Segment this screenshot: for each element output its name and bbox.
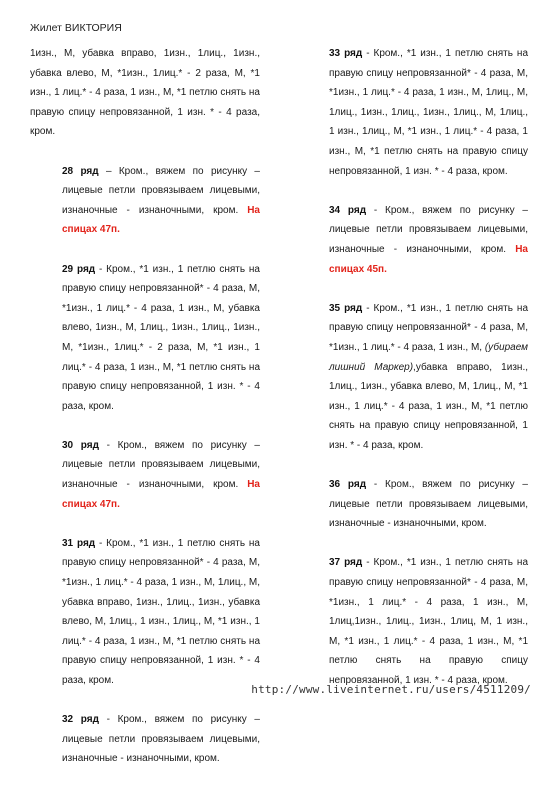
row-number: 37 ряд [329,557,363,569]
row-text: - Кром., *1 изн., 1 петлю снять на правую спицу непровязанной* - 4 раза, М, *1изн., 1 лиц.* - 4 раза, 1 изн., М, [329,302,529,353]
row-text: - Кром., *1 изн., 1 петлю снять на правую спицу непровязанной* - 4 раза, М, *1изн., 1 лиц.* - 4 раза, 1 изн., М, убавка влево, 1изн., М, 1лиц., 1изн., 1лиц., 1изн., М, *1изн., 1лиц.* - 2 раза, М, *1 изн., 1 лиц.* - 4 раза, 1 изн., М, *1 петлю снять на правую спицу непровязанной, 1 изн. * - 4 раза, кром. [62,263,260,412]
row-30 [30,436,260,514]
row-number: 32 ряд [62,714,99,726]
row-number: 33 ряд [329,48,363,59]
row-number: 36 ряд [329,479,367,491]
document-title: Жилет ВИКТОРИЯ [30,22,122,34]
stitch-count: На спицах 47п. [62,204,260,236]
row-36 [297,475,528,534]
row-text: - Кром., вяжем по рисунку – лицевые петли провязываем лицевыми, изнаночные - изнаночными, кром. [329,479,528,530]
row-31 [30,534,260,691]
row-34 [297,201,528,279]
row-37 [297,553,528,690]
right-column [297,44,528,710]
row-number: 31 ряд [62,537,96,549]
row-35 [297,299,528,456]
row-number: 34 ряд [329,204,367,216]
row-text: - Кром., вяжем по рисунку – лицевые петли провязываем лицевыми, изнаночные - изнаночными, кром. [329,204,528,255]
row-28 [30,162,260,240]
stitch-count: На спицах 45п. [329,243,528,275]
row-text: - Кром., *1 изн., 1 петлю снять на правую спицу непровязанной* - 4 раза, М, *1изн., 1 лиц.* - 4 раза, 1 изн., М, 1лиц,1изн., 1лиц., 1изн., 1лиц, М, 1 изн., М, *1 изн., 1 лиц.* - 4 раза, 1 изн., М, *1 петлю снять на правую спицу непровязанной, 1 изн. * - 4 раза, кром. [329,557,529,686]
row-number: 29 ряд [62,263,96,275]
paragraph-text: 1изн., М, убавка вправо, 1изн., 1лиц., 1изн., убавка влево, М, *1изн., 1лиц.* - 2 раза, М, *1 изн., 1 лиц.* - 4 раза, 1 изн., М, *1 петлю снять на правую спицу непровязанной, 1 изн. * - 4 раза, кром. [30,48,260,138]
paragraph-continuation [30,44,260,142]
row-note: (убираем лишний Маркер) [329,341,529,373]
row-text: - Кром., *1 изн., 1 петлю снять на правую спицу непровязанной* - 4 раза, М, *1изн., 1 лиц.* - 4 раза, 1 изн., М, 1лиц., М, 1лиц., 1изн., 1лиц., 1изн., 1лиц., М, 1лиц., 1 изн., 1лиц., М, *1 изн., 1 лиц.* - 4 раза, 1 изн., М, *1 петлю снять на правую спицу непровязанной, 1 изн. * - 4 раза, кром. [329,48,529,177]
source-url: http://www.liveinternet.ru/users/4511209/ [251,683,531,696]
left-column [30,44,260,789]
row-text: – Кром., вяжем по рисунку – лицевые петли провязываем лицевыми, изнаночные - изнаночными, кром. [62,165,260,216]
row-text: - Кром., *1 изн., 1 петлю снять на правую спицу непровязанной* - 4 раза, М, *1изн., 1 лиц.* - 4 раза, 1 изн., М, 1лиц., М, убавка вправо, 1изн., 1лиц., 1изн., убавка влево, М, 1лиц., 1 изн., 1лиц., М, *1 изн., 1 лиц.* - 4 раза, 1 изн., М, *1 петлю снять на правую спицу непровязанной, 1 изн. * - 4 раза, кром. [62,537,260,686]
row-32 [30,710,260,769]
row-33 [297,44,528,181]
row-number: 35 ряд [329,302,363,314]
stitch-count: На спицах 47п. [62,479,260,510]
row-number: 30 ряд [62,439,99,451]
row-number: 28 ряд [62,165,99,177]
row-29 [30,260,260,417]
row-text: ,убавка вправо, 1изн., 1лиц., 1изн., убавка влево, М, 1лиц., М, *1 изн., 1 лиц.* - 4 раза, 1 изн., М, *1 петлю снять на правую спицу непровязанной, 1 изн. * - 4 раза, кром. [329,361,528,451]
row-text: - Кром., вяжем по рисунку – лицевые петли провязываем лицевыми, изнаночные - изнаночными, кром. [62,439,260,491]
row-text: - Кром., вяжем по рисунку – лицевые петли провязываем лицевыми, изнаночные - изнаночными, кром. [62,714,260,765]
